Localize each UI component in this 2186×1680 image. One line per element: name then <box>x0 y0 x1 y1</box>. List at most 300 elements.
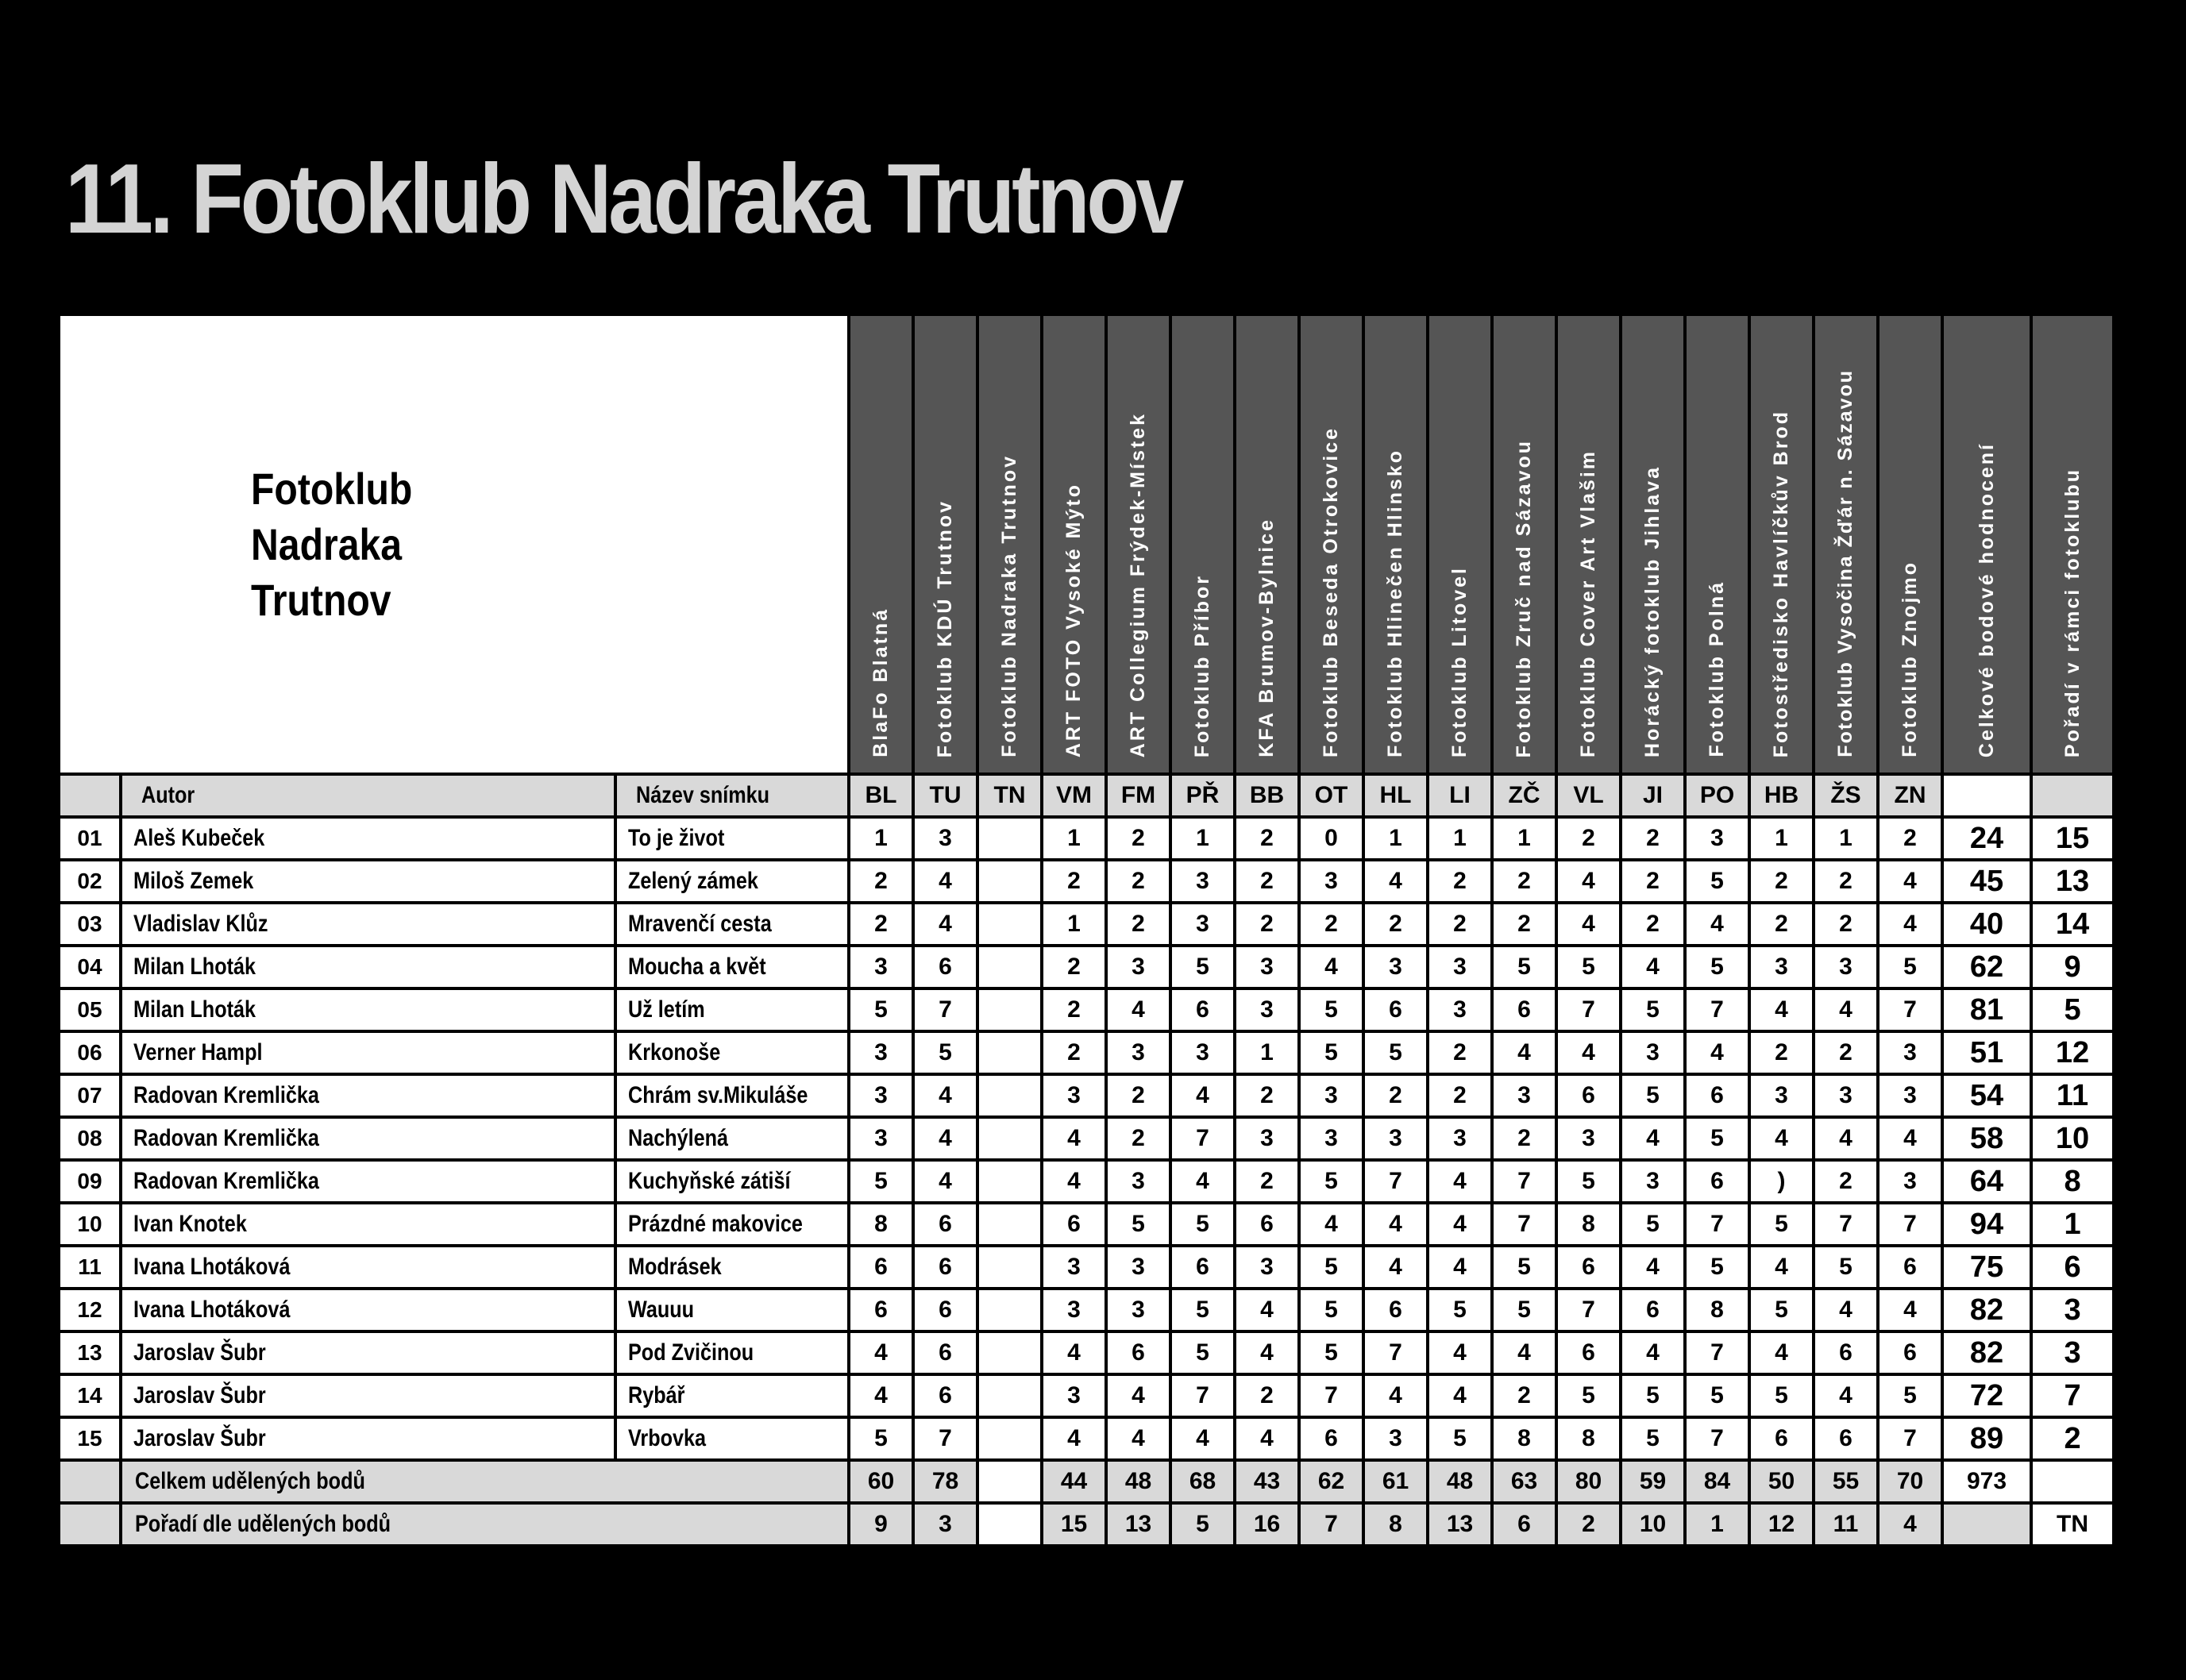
score-cell: 5 <box>1685 1246 1749 1289</box>
score-cell <box>977 1417 1042 1460</box>
score-cell: 5 <box>1749 1289 1814 1331</box>
score-cell: 2 <box>1492 903 1556 946</box>
photo-title: Zelený zámek <box>615 860 849 903</box>
club-code-tn: TN <box>977 774 1042 817</box>
score-cell: 6 <box>1878 1246 1942 1289</box>
photo-title: Rybář <box>615 1374 849 1417</box>
column-total: 60 <box>849 1460 913 1503</box>
score-cell: 6 <box>1685 1160 1749 1203</box>
score-cell: 4 <box>1814 1289 1878 1331</box>
total-score: 82 <box>1942 1289 2031 1331</box>
table-row <box>59 988 2114 1031</box>
photo-title: Moucha a květ <box>615 946 849 988</box>
row-number: 07 <box>59 1074 121 1117</box>
score-cell: 2 <box>1235 860 1299 903</box>
club-rank: 9 <box>2031 946 2114 988</box>
score-cell: 5 <box>1170 1331 1235 1374</box>
column-rank: 10 <box>1621 1503 1685 1546</box>
score-cell: 3 <box>849 946 913 988</box>
column-total <box>977 1460 1042 1503</box>
score-cell <box>977 988 1042 1031</box>
score-cell: 1 <box>1749 817 1814 860</box>
total-score: 82 <box>1942 1331 2031 1374</box>
column-total: 62 <box>1299 1460 1363 1503</box>
photo-title: Nachýlená <box>615 1117 849 1160</box>
score-cell <box>977 903 1042 946</box>
column-total: 70 <box>1878 1460 1942 1503</box>
author-name: Radovan Kremlička <box>121 1160 615 1203</box>
column-total: 48 <box>1106 1460 1170 1503</box>
score-cell: 6 <box>1042 1203 1106 1246</box>
sum-row-blank-rank <box>2031 1460 2114 1503</box>
score-cell: 4 <box>1363 860 1428 903</box>
photo-title: To je život <box>615 817 849 860</box>
total-score: 81 <box>1942 988 2031 1031</box>
author-name: Jaroslav Šubr <box>121 1331 615 1374</box>
score-body <box>59 817 2114 1460</box>
column-header-label: Fotoklub Cover Art Vlašim <box>1577 449 1600 757</box>
score-cell: 5 <box>1363 1031 1428 1074</box>
score-cell: 1 <box>1235 1031 1299 1074</box>
row-number: 10 <box>59 1203 121 1246</box>
column-header-label: Fotoklub Vysočina Žďár n. Sázavou <box>1834 369 1857 757</box>
author-name: Verner Hampl <box>121 1031 615 1074</box>
score-cell: 2 <box>1814 1160 1878 1203</box>
row-number: 12 <box>59 1289 121 1331</box>
score-cell: 2 <box>1556 817 1621 860</box>
score-cell: 2 <box>1235 1074 1299 1117</box>
row-number: 01 <box>59 817 121 860</box>
score-cell: 4 <box>1428 1203 1492 1246</box>
score-cell: 5 <box>1299 1289 1363 1331</box>
score-cell: 4 <box>849 1374 913 1417</box>
score-cell: 2 <box>849 860 913 903</box>
table-row <box>59 946 2114 988</box>
score-cell: 7 <box>1685 1331 1749 1374</box>
score-cell: 6 <box>1621 1289 1685 1331</box>
score-cell: 5 <box>1621 1374 1685 1417</box>
total-score: 94 <box>1942 1203 2031 1246</box>
score-cell: 5 <box>1170 946 1235 988</box>
score-cell: 3 <box>1556 1117 1621 1160</box>
club-code-vm: VM <box>1042 774 1106 817</box>
score-cell: 4 <box>1621 1331 1685 1374</box>
score-cell: 6 <box>1106 1331 1170 1374</box>
score-cell: 6 <box>1556 1246 1621 1289</box>
row-number: 11 <box>59 1246 121 1289</box>
column-header-tu <box>913 314 977 774</box>
score-cell: 2 <box>849 903 913 946</box>
score-cell: 3 <box>1878 1160 1942 1203</box>
rank-row-blank-total <box>1942 1503 2031 1546</box>
row-number: 13 <box>59 1331 121 1374</box>
score-cell: 5 <box>1492 1246 1556 1289</box>
score-cell: 5 <box>1299 1031 1363 1074</box>
score-cell: 7 <box>1492 1160 1556 1203</box>
column-rank: 6 <box>1492 1503 1556 1546</box>
score-cell: 6 <box>1556 1074 1621 1117</box>
score-cell: 5 <box>1749 1203 1814 1246</box>
row-number: 14 <box>59 1374 121 1417</box>
score-cell: 1 <box>1042 817 1106 860</box>
author-name: Milan Lhoták <box>121 988 615 1031</box>
club-rank: 1 <box>2031 1203 2114 1246</box>
club-code-zn: ZN <box>1878 774 1942 817</box>
score-cell: 6 <box>1685 1074 1749 1117</box>
score-cell: 4 <box>913 903 977 946</box>
table-row <box>59 1417 2114 1460</box>
score-cell: 8 <box>1556 1203 1621 1246</box>
score-cell: 6 <box>849 1289 913 1331</box>
score-cell: 4 <box>1428 1160 1492 1203</box>
score-cell: 3 <box>1235 1246 1299 1289</box>
column-header-vl <box>1556 314 1621 774</box>
score-cell: 6 <box>1814 1331 1878 1374</box>
score-cell: 1 <box>1363 817 1428 860</box>
score-cell: 4 <box>1556 903 1621 946</box>
score-cell: 3 <box>1814 946 1878 988</box>
score-cell: 7 <box>1299 1374 1363 1417</box>
score-cell: 1 <box>1492 817 1556 860</box>
score-cell: 7 <box>1363 1331 1428 1374</box>
score-cell: 2 <box>1106 1074 1170 1117</box>
column-total: 48 <box>1428 1460 1492 1503</box>
column-rank: 1 <box>1685 1503 1749 1546</box>
score-cell: 5 <box>1492 1289 1556 1331</box>
column-header-label: KFA Brumov-Bylnice <box>1255 518 1278 757</box>
score-cell: 2 <box>1235 1374 1299 1417</box>
column-header-po <box>1685 314 1749 774</box>
total-score: 58 <box>1942 1117 2031 1160</box>
score-cell: 4 <box>1814 1374 1878 1417</box>
column-header-rank <box>2031 314 2114 774</box>
score-cell: 6 <box>1170 988 1235 1031</box>
row-number: 05 <box>59 988 121 1031</box>
column-header-label: Fotoklub Znojmo <box>1899 561 1922 757</box>
column-header-label: Fotoklub Polná <box>1706 580 1729 757</box>
score-cell: 5 <box>1556 1374 1621 1417</box>
column-header-fm <box>1106 314 1170 774</box>
score-cell: 4 <box>1428 1246 1492 1289</box>
score-footer <box>59 1460 2114 1546</box>
score-cell: 6 <box>1556 1331 1621 1374</box>
column-header-ji <box>1621 314 1685 774</box>
score-cell: 6 <box>1170 1246 1235 1289</box>
score-cell: 4 <box>1363 1374 1428 1417</box>
score-cell <box>977 946 1042 988</box>
score-cell: 5 <box>1685 1374 1749 1417</box>
score-cell: 6 <box>1363 988 1428 1031</box>
score-cell: 4 <box>1042 1417 1106 1460</box>
author-name: Ivan Knotek <box>121 1203 615 1246</box>
score-cell: 2 <box>1235 903 1299 946</box>
score-cell: 0 <box>1299 817 1363 860</box>
column-rank: 2 <box>1556 1503 1621 1546</box>
score-cell: 1 <box>1042 903 1106 946</box>
score-cell: 3 <box>1235 1117 1299 1160</box>
column-header-li <box>1428 314 1492 774</box>
column-rank <box>977 1503 1042 1546</box>
column-header-label: Fotoklub Zruč nad Sázavou <box>1513 438 1536 757</box>
column-rank: 16 <box>1235 1503 1299 1546</box>
score-cell: 3 <box>1363 1417 1428 1460</box>
score-cell: 7 <box>1170 1374 1235 1417</box>
row-number: 03 <box>59 903 121 946</box>
club-rank: 10 <box>2031 1117 2114 1160</box>
score-cell: 7 <box>1685 1203 1749 1246</box>
score-cell: 5 <box>1299 1331 1363 1374</box>
score-cell: 5 <box>1814 1246 1878 1289</box>
score-cell: 2 <box>1042 860 1106 903</box>
column-header-pr <box>1170 314 1235 774</box>
score-cell: 2 <box>1621 817 1685 860</box>
club-code-bb: BB <box>1235 774 1299 817</box>
author-name: Aleš Kubeček <box>121 817 615 860</box>
column-header-label: BlaFo Blatná <box>869 607 893 757</box>
author-name: Jaroslav Šubr <box>121 1417 615 1460</box>
score-cell: 2 <box>1042 1031 1106 1074</box>
club-rank-code: TN <box>2031 1503 2114 1546</box>
score-cell: 4 <box>1492 1031 1556 1074</box>
score-cell: 7 <box>1878 1203 1942 1246</box>
club-code-bl: BL <box>849 774 913 817</box>
score-cell: 4 <box>1621 1117 1685 1160</box>
score-cell: 4 <box>1749 1331 1814 1374</box>
club-rank: 7 <box>2031 1374 2114 1417</box>
score-cell: 4 <box>1106 1417 1170 1460</box>
score-cell: 7 <box>1878 988 1942 1031</box>
author-name: Vladislav Klůz <box>121 903 615 946</box>
score-cell <box>977 1203 1042 1246</box>
score-cell: 4 <box>1749 1246 1814 1289</box>
score-cell: 7 <box>1170 1117 1235 1160</box>
column-total: 68 <box>1170 1460 1235 1503</box>
score-cell: 4 <box>913 1117 977 1160</box>
club-rank: 6 <box>2031 1246 2114 1289</box>
score-cell: 5 <box>1621 1417 1685 1460</box>
club-rank: 5 <box>2031 988 2114 1031</box>
total-score: 72 <box>1942 1374 2031 1417</box>
score-cell: 5 <box>1749 1374 1814 1417</box>
score-cell: 3 <box>1299 860 1363 903</box>
score-cell: 2 <box>1492 1374 1556 1417</box>
row-number: 06 <box>59 1031 121 1074</box>
total-score: 62 <box>1942 946 2031 988</box>
score-cell: 3 <box>1878 1074 1942 1117</box>
score-cell: 7 <box>913 988 977 1031</box>
club-code-pr: PŘ <box>1170 774 1235 817</box>
photo-title: Krkonoše <box>615 1031 849 1074</box>
score-cell: 4 <box>1170 1160 1235 1203</box>
column-header-label: Fotostředisko Havlíčkův Brod <box>1770 409 1793 757</box>
column-header-label: Horácký fotoklub Jihlava <box>1641 465 1664 757</box>
score-cell: 1 <box>1170 817 1235 860</box>
score-cell: 4 <box>1814 1117 1878 1160</box>
score-cell: 8 <box>1556 1417 1621 1460</box>
score-cell: 3 <box>1685 817 1749 860</box>
score-cell: 4 <box>1235 1417 1299 1460</box>
column-header-zc <box>1492 314 1556 774</box>
score-cell: 2 <box>1106 1117 1170 1160</box>
score-cell: 6 <box>913 1203 977 1246</box>
column-rank: 3 <box>913 1503 977 1546</box>
score-cell: 4 <box>1428 1374 1492 1417</box>
score-cell: 5 <box>1428 1289 1492 1331</box>
score-cell: 4 <box>1878 860 1942 903</box>
club-rank: 8 <box>2031 1160 2114 1203</box>
photo-title: Mravenčí cesta <box>615 903 849 946</box>
score-cell: 4 <box>1621 1246 1685 1289</box>
score-cell: 6 <box>913 946 977 988</box>
score-cell <box>977 1289 1042 1331</box>
table-row <box>59 1160 2114 1203</box>
score-cell: 2 <box>1428 1031 1492 1074</box>
column-header-label: ART Collegium Frýdek-Místek <box>1127 411 1150 757</box>
score-cell: 6 <box>1363 1289 1428 1331</box>
score-cell: 5 <box>1878 1374 1942 1417</box>
points-total-row <box>59 1460 2114 1503</box>
score-cell <box>977 1031 1042 1074</box>
column-header-ot <box>1299 314 1363 774</box>
score-cell: 8 <box>1685 1289 1749 1331</box>
photo-title: Prázdné makovice <box>615 1203 849 1246</box>
score-cell: 3 <box>1106 1246 1170 1289</box>
club-code-row <box>59 774 2114 817</box>
photo-title: Modrásek <box>615 1246 849 1289</box>
page-title: 11. Fotoklub Nadraka Trutnov <box>65 144 1181 254</box>
score-cell: 2 <box>1042 946 1106 988</box>
club-rank: 14 <box>2031 903 2114 946</box>
score-cell <box>977 1160 1042 1203</box>
score-cell: 2 <box>1299 903 1363 946</box>
score-cell: 3 <box>913 817 977 860</box>
column-total: 84 <box>1685 1460 1749 1503</box>
column-header-hl <box>1363 314 1428 774</box>
score-cell: 5 <box>1556 946 1621 988</box>
column-total: 63 <box>1492 1460 1556 1503</box>
score-cell: 3 <box>1042 1289 1106 1331</box>
score-cell: 2 <box>1106 903 1170 946</box>
author-name: Jaroslav Šubr <box>121 1374 615 1417</box>
column-header-total <box>1942 314 2031 774</box>
score-cell: 4 <box>1814 988 1878 1031</box>
column-header-tn <box>977 314 1042 774</box>
score-cell: 2 <box>1235 1160 1299 1203</box>
score-cell: 4 <box>1878 1289 1942 1331</box>
score-cell: 5 <box>1299 1160 1363 1203</box>
score-cell: 3 <box>1492 1074 1556 1117</box>
score-cell: 2 <box>1235 817 1299 860</box>
score-cell: 6 <box>1235 1203 1299 1246</box>
column-total: 50 <box>1749 1460 1814 1503</box>
score-cell: 3 <box>1621 1160 1685 1203</box>
column-total: 78 <box>913 1460 977 1503</box>
score-cell: 2 <box>1106 860 1170 903</box>
score-cell: 5 <box>1492 946 1556 988</box>
total-score: 24 <box>1942 817 2031 860</box>
rank-row-blank <box>59 1503 121 1546</box>
club-rank: 2 <box>2031 1417 2114 1460</box>
column-rank: 8 <box>1363 1503 1428 1546</box>
score-cell: 4 <box>1556 1031 1621 1074</box>
score-cell: 3 <box>1363 946 1428 988</box>
author-name: Milan Lhoták <box>121 946 615 988</box>
club-code-zc: ZČ <box>1492 774 1556 817</box>
score-cell: 7 <box>1556 1289 1621 1331</box>
score-cell: 2 <box>1621 903 1685 946</box>
score-cell: 2 <box>1363 1074 1428 1117</box>
score-cell: 7 <box>1363 1160 1428 1203</box>
score-cell: 5 <box>1170 1289 1235 1331</box>
row-number: 08 <box>59 1117 121 1160</box>
score-cell: 8 <box>1492 1417 1556 1460</box>
table-row <box>59 817 2114 860</box>
score-cell: 3 <box>1299 1074 1363 1117</box>
photo-header: Název snímku <box>615 774 849 817</box>
score-cell: 2 <box>1749 903 1814 946</box>
score-cell: 3 <box>1235 946 1299 988</box>
club-name: Fotoklub Nadraka Trutnov <box>251 463 413 625</box>
column-header-row <box>59 314 2114 774</box>
column-header-label: Fotoklub KDÚ Trutnov <box>934 499 957 757</box>
score-cell <box>977 1331 1042 1374</box>
score-cell: 1 <box>849 817 913 860</box>
points-rank-label: Pořadí dle udělených bodů <box>121 1503 849 1546</box>
author-name: Ivana Lhotáková <box>121 1289 615 1331</box>
score-cell: 4 <box>1363 1246 1428 1289</box>
column-total: 55 <box>1814 1460 1878 1503</box>
score-cell: 3 <box>1170 860 1235 903</box>
column-header-label: Fotoklub Beseda Otrokovice <box>1320 426 1343 757</box>
total-score: 40 <box>1942 903 2031 946</box>
score-cell: 2 <box>1042 988 1106 1031</box>
column-total: 61 <box>1363 1460 1428 1503</box>
points-rank-row <box>59 1503 2114 1546</box>
score-cell: 5 <box>1170 1203 1235 1246</box>
score-cell: 3 <box>1814 1074 1878 1117</box>
author-header: Autor <box>121 774 615 817</box>
score-cell: 5 <box>1428 1417 1492 1460</box>
club-rank: 12 <box>2031 1031 2114 1074</box>
score-cell: 4 <box>1042 1117 1106 1160</box>
club-code-ot: OT <box>1299 774 1363 817</box>
club-code-fm: FM <box>1106 774 1170 817</box>
score-cell: 2 <box>1492 1117 1556 1160</box>
score-cell <box>977 860 1042 903</box>
score-cell: 3 <box>1428 988 1492 1031</box>
score-cell: 3 <box>1170 903 1235 946</box>
score-cell: 3 <box>849 1031 913 1074</box>
score-cell <box>977 1246 1042 1289</box>
score-cell: 3 <box>1042 1074 1106 1117</box>
score-cell: 6 <box>1878 1331 1942 1374</box>
points-total-label: Celkem udělených bodů <box>121 1460 849 1503</box>
score-cell: 6 <box>913 1246 977 1289</box>
score-cell: 3 <box>1621 1031 1685 1074</box>
score-cell <box>977 1374 1042 1417</box>
club-code-hb: HB <box>1749 774 1814 817</box>
score-cell: 4 <box>1878 903 1942 946</box>
total-score: 64 <box>1942 1160 2031 1203</box>
column-header-hb <box>1749 314 1814 774</box>
score-cell: 5 <box>849 988 913 1031</box>
club-rank: 13 <box>2031 860 2114 903</box>
author-name: Miloš Zemek <box>121 860 615 903</box>
score-cell: 6 <box>913 1331 977 1374</box>
photo-title: Kuchyňské zátiší <box>615 1160 849 1203</box>
score-cell <box>977 817 1042 860</box>
total-score: 75 <box>1942 1246 2031 1289</box>
